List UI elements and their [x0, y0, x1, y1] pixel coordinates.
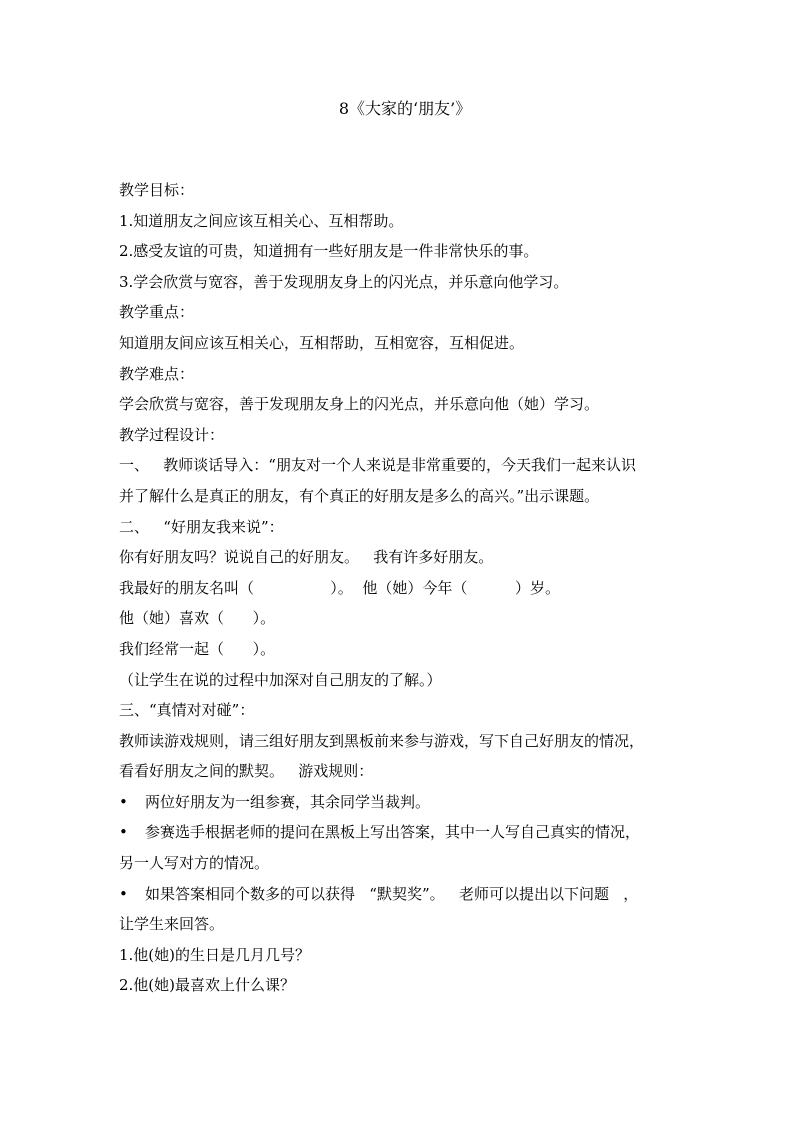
- step-1-line-1: 一、 教师谈话导入：“朋友对一个人来说是非常重要的，今天我们一起来认识: [119, 456, 636, 475]
- step-2-fill-likes: 他（她）喜欢（ ）。: [119, 609, 276, 628]
- step-2-heading: 二、 “好朋友我来说”：: [119, 517, 284, 536]
- step-3-intro-line-2: 看看好朋友之间的默契。 游戏规则：: [119, 762, 374, 781]
- bullet-icon: •: [119, 884, 128, 903]
- rule-3-continuation: 让学生来回答。: [119, 915, 225, 934]
- process-heading: 教学过程设计：: [119, 425, 225, 444]
- step-2-fill-name-age: 我最好的朋友名叫（ ）。 他（她）今年（ ）岁。: [119, 578, 561, 597]
- difficulty-heading: 教学难点：: [119, 364, 195, 383]
- document-title: 8《大家的‘朋友’》: [338, 99, 472, 118]
- key-points-heading: 教学重点：: [119, 303, 195, 322]
- rule-1-text: 两位好朋友为一组参赛，其余同学当裁判。: [145, 792, 431, 811]
- step-3-heading: 三、“真情对对碰”：: [119, 701, 255, 720]
- objective-1: 1.知道朋友之间应该互相关心、互相帮助。: [119, 211, 404, 230]
- rule-2-text: 参赛选手根据老师的提问在黑板上写出答案，其中一人写自己真实的情况，: [145, 823, 641, 842]
- rule-3: [119, 879, 679, 910]
- document-page: [119, 96, 679, 1001]
- question-2: 2.他(她)最喜欢上什么课？: [119, 976, 296, 995]
- question-1: 1.他(她)的生日是几月几号？: [119, 945, 311, 964]
- rule-1: [119, 787, 679, 818]
- key-points-text: 知道朋友间应该互相关心，互相帮助，互相宽容，互相促进。: [119, 333, 525, 352]
- rule-3-text: 如果答案相同个数多的可以获得 “默契奖”。 老师可以提出以下问题 ，: [145, 884, 639, 903]
- bullet-icon: •: [119, 823, 128, 842]
- bullet-icon: •: [119, 792, 128, 811]
- step-2-note: （让学生在说的过程中加深对自己朋友的了解。）: [119, 670, 442, 689]
- step-2-question: 你有好朋友吗？说说自己的好朋友。 我有许多好朋友。: [119, 548, 494, 567]
- objectives-heading: 教学目标：: [119, 181, 195, 199]
- rule-2-continuation: 另一人写对方的情况。: [119, 854, 270, 873]
- objective-2: 2.感受友谊的可贵，知道拥有一些好朋友是一件非常快乐的事。: [119, 242, 539, 261]
- objective-3: 3.学会欣赏与宽容，善于发现朋友身上的闪光点，并乐意向他学习。: [119, 272, 569, 291]
- rule-2: [119, 817, 679, 848]
- difficulty-text: 学会欣赏与宽容，善于发现朋友身上的闪光点，并乐意向他（她）学习。: [119, 395, 600, 414]
- step-3-intro-line-1: 教师读游戏规则，请三组好朋友到黑板前来参与游戏，写下自己好朋友的情况，: [119, 731, 645, 750]
- step-2-fill-together: 我们经常一起（ ）。: [119, 639, 276, 658]
- step-1-line-2: 并了解什么是真正的朋友，有个真正的好朋友是多么的高兴。”出示课题。: [119, 486, 600, 505]
